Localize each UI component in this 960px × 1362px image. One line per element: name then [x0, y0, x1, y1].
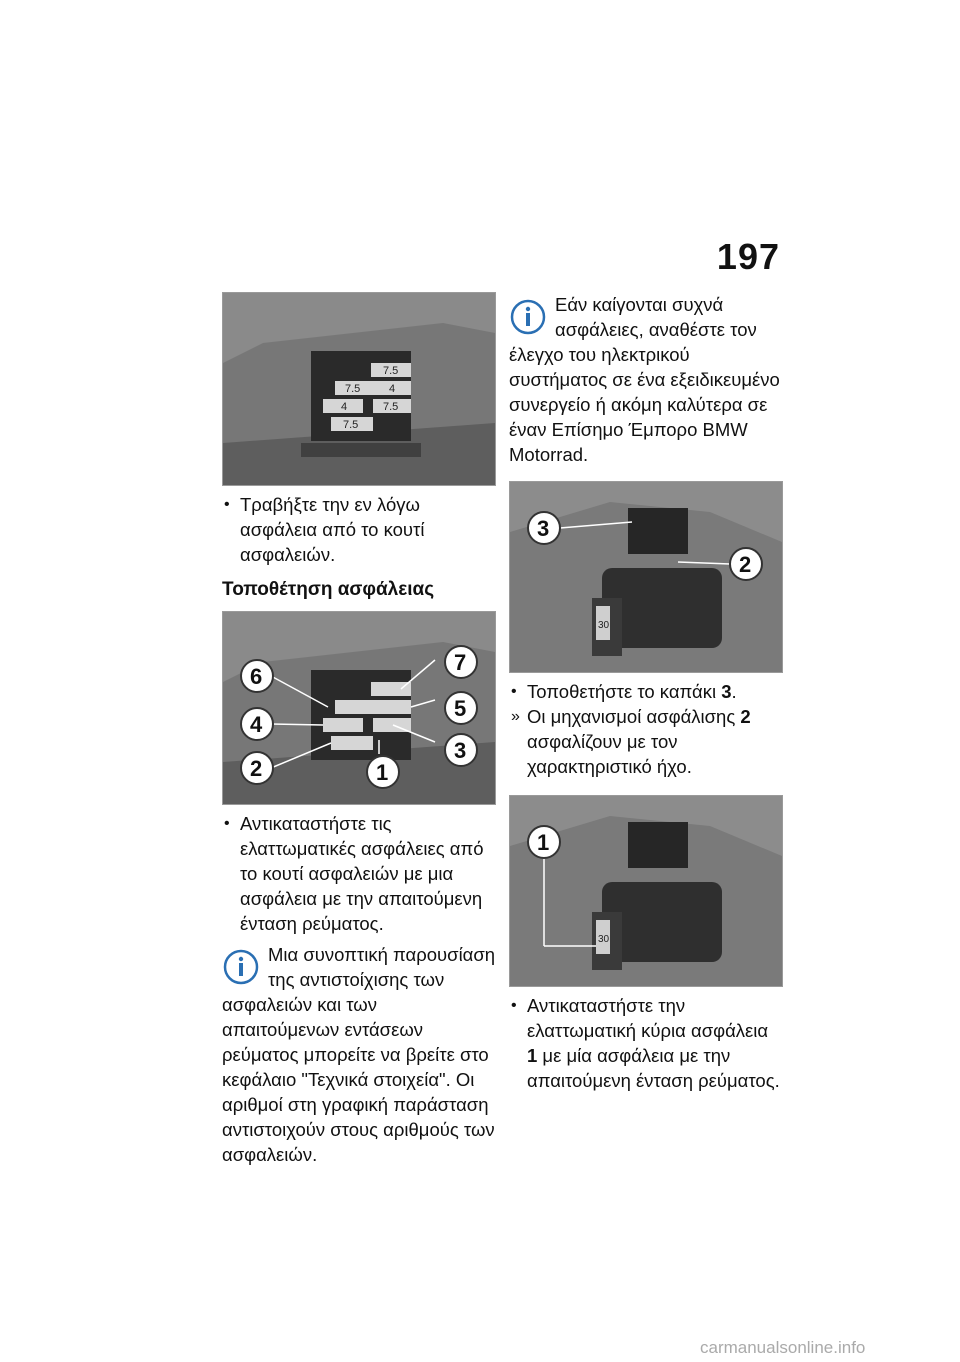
fuse-label: 7.5	[343, 419, 359, 431]
callout-2: 2	[250, 756, 263, 781]
fuse-label: 30	[598, 620, 610, 631]
callout-5: 5	[454, 696, 467, 721]
step-replace-main-fuse: • Αντικαταστήστε την ελαττωματική κύρια ασφάλεια 1 με μία ασφάλεια με την απαιτούμενη ένταση ρεύματος.	[511, 995, 780, 1091]
watermark: carmanualsonline.info	[700, 1338, 866, 1357]
right-column	[509, 292, 783, 1093]
bullet-icon: •	[224, 496, 230, 513]
result-icon: »	[511, 708, 520, 725]
bullet-icon: •	[224, 815, 230, 832]
fuse-numbering-illustration	[223, 612, 495, 804]
cover-illustration	[510, 482, 782, 672]
callout-2: 2	[739, 552, 752, 577]
info-note-frequent-fuses: Εάν καίγονται συχνά ασφάλειες, αναθέστε τον έλεγχο του ηλεκτρικού συστήματος σε ένα εξειδικευμένο συνεργείο ή ακόμη καλύτερα σε έναν Επίσημο Έμπορο BMW Motorrad.	[509, 294, 780, 465]
fuse-box-photo	[222, 292, 496, 486]
fuse-label: 7.5	[383, 401, 399, 413]
fuse-label: 7.5	[345, 383, 361, 395]
result-latches-engage: » Οι μηχανισμοί ασφάλισης 2 ασφαλίζουν με τον χαρακτηριστικό ήχο.	[511, 706, 751, 777]
bullet-icon: •	[511, 997, 517, 1014]
info-note-fuse-table: Μια συνοπτική παρουσίαση της αντιστοίχισης των ασφαλειών και των απαιτούμενων εντάσεων ρεύματος μπορείτε να βρείτε στο κεφάλαιο "Τεχνικά στοιχεία". Οι αριθμοί στη γραφική παράσταση αντιστοιχούν στους αριθμούς των ασφαλειών.	[222, 944, 496, 1165]
main-fuse-photo	[509, 795, 783, 987]
fuse-label: 4	[389, 383, 396, 395]
fuse-label: 30	[598, 934, 610, 945]
step-replace-fuses: • Αντικαταστήστε τις ελαττωματικές ασφάλειες από το κουτί ασφαλειών με μια ασφάλεια με την απαιτούμενη ένταση ρεύματος.	[224, 813, 484, 934]
callout-4: 4	[250, 712, 263, 737]
step-fit-cover: • Τοποθετήστε το καπάκι 3.	[511, 681, 737, 702]
fuse-label: 7.5	[383, 365, 399, 377]
callout-7: 7	[454, 650, 467, 675]
info-icon	[509, 298, 547, 336]
callout-3: 3	[454, 738, 467, 763]
info-icon	[222, 948, 260, 986]
bullet-icon: •	[511, 683, 517, 700]
callout-1: 1	[537, 830, 550, 855]
left-column	[222, 292, 496, 1167]
section-heading: Τοποθέτηση ασφάλειας	[222, 579, 435, 600]
main-fuse-illustration	[510, 796, 782, 986]
cover-photo	[509, 481, 783, 673]
fuse-numbering-photo	[222, 611, 496, 805]
page-number: 197	[716, 236, 780, 277]
step-pull-fuse: • Τραβήξτε την εν λόγω ασφάλεια από το κουτί ασφαλειών.	[224, 494, 425, 565]
callout-3: 3	[537, 516, 550, 541]
callout-6: 6	[250, 664, 263, 689]
callout-1: 1	[376, 760, 389, 785]
fuse-label: 4	[341, 401, 348, 413]
fuse-box-illustration	[223, 293, 495, 485]
